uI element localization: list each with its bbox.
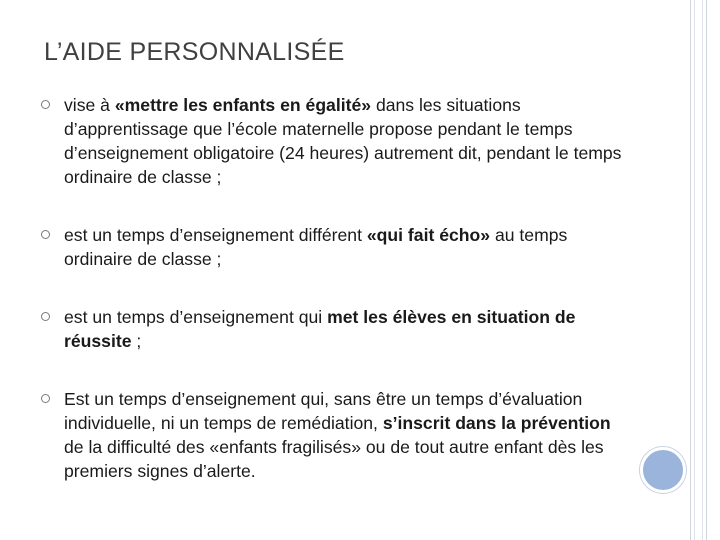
text-segment: vise à <box>64 95 115 115</box>
hollow-circle-icon <box>41 230 50 239</box>
bullet-item <box>40 387 630 483</box>
text-segment: Est un temps d’enseignement qui, sans être un temps d’évaluation individuelle, ni un temps de remédiation, <box>64 389 583 433</box>
bullet-item <box>40 305 630 353</box>
text-segment: de la difficulté des «enfants fragilisés» ou de tout autre enfant dès les premiers signes d’alerte. <box>64 437 604 481</box>
emphasis-text: met les élèves en situation de réussite <box>64 307 576 351</box>
bullet-item <box>40 93 630 189</box>
bullet-item <box>40 223 630 271</box>
hollow-circle-icon <box>41 394 50 403</box>
emphasis-text: «mettre les enfants en égalité» <box>114 95 372 115</box>
bullet-text <box>64 225 567 269</box>
decorative-circle-icon <box>640 447 686 493</box>
emphasis-text: s’inscrit dans la prévention <box>382 413 611 433</box>
decorative-rail <box>690 0 707 540</box>
emphasis-text: «qui fait écho» <box>366 225 491 245</box>
slide-title: L’AIDE PERSONNALISÉE <box>44 38 345 66</box>
text-segment: au temps ordinaire de classe ; <box>64 225 568 269</box>
bullet-text <box>64 307 575 351</box>
text-segment: dans les situations d’apprentissage que l’école maternelle propose pendant le temps d’enseignement obligatoire (24 heures) autrement dit, pendant le temps ordinaire de classe ; <box>64 95 622 187</box>
bullet-text <box>64 389 611 481</box>
decorative-rail-inner <box>694 0 703 540</box>
hollow-circle-icon <box>41 312 50 321</box>
text-segment: ; <box>131 331 142 351</box>
bullet-text <box>64 95 621 187</box>
text-segment: est un temps d’enseignement qui <box>64 307 328 327</box>
bullet-list <box>40 93 630 483</box>
hollow-circle-icon <box>41 100 50 109</box>
text-segment: est un temps d’enseignement différent <box>64 225 367 245</box>
